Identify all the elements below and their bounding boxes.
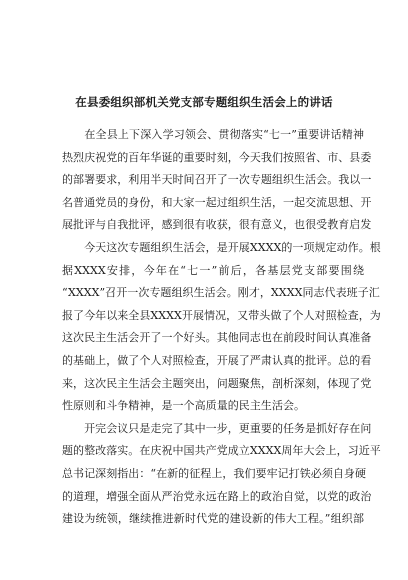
- body-line: 这次民主生活会开了一个好头。其他同志也在前段时间认真准备: [62, 331, 372, 345]
- body-line: 今天这次专题组织生活会，是开展XXXX的一项规定动作。根: [62, 240, 381, 254]
- body-line: “XXXX”召开一次专题组织生活会。刚才，XXXX同志代表班子汇: [62, 286, 380, 300]
- body-line: 据XXXX安排，今年在“七一”前后，各基层党支部要围绕: [62, 263, 364, 277]
- body-line: 来，这次民主生活会主题突出，问题聚焦，剖析深刻，体现了党: [62, 376, 372, 390]
- body-line: 在全县上下深入学习领会、贯彻落实“七一”重要讲话精神: [62, 128, 364, 141]
- body-line: 建设为统领，继续推进新时代党的建设新的伟大工程。”组织部: [62, 512, 364, 526]
- body-line: 热烈庆祝党的百年华诞的重要时刻，今天我们按照省、市、县委: [62, 150, 372, 164]
- body-line: 总书记深刻指出：“在新的征程上，我们要牢记打铁必须自身硬: [62, 466, 367, 480]
- body-line: 的基础上，做了个人对照检查，开展了严肃认真的批评。总的看: [62, 353, 372, 367]
- body-line: 开完会议只是走完了其中一步，更重要的任务是抓好存在问: [62, 421, 372, 435]
- document-title: 在县委组织部机关党支部专题组织生活会上的讲话: [75, 95, 333, 109]
- body-line: 名普通党员的身份，和大家一起过组织生活，一起交流思想、开: [62, 195, 372, 209]
- document-body: [62, 124, 381, 531]
- body-line: 性原则和斗争精神，是一个高质量的民主生活会。: [62, 399, 306, 413]
- body-line: 题的整改落实。在庆祝中国共产党成立XXXX周年大会上，习近平: [62, 444, 381, 458]
- body-line: 的道理，增强全面从严治党永远在路上的政治自觉，以党的政治: [62, 489, 372, 503]
- body-line: 展批评与自我批评，感到很有收获，很有意义，也很受教育启发: [62, 218, 372, 232]
- body-line: 的部署要求，利用半天时间召开了一次专题组织生活会。我以一: [62, 173, 372, 187]
- body-line: 报了今年以来全县XXXX开展情况，又带头做了个人对照检查，为: [62, 308, 381, 322]
